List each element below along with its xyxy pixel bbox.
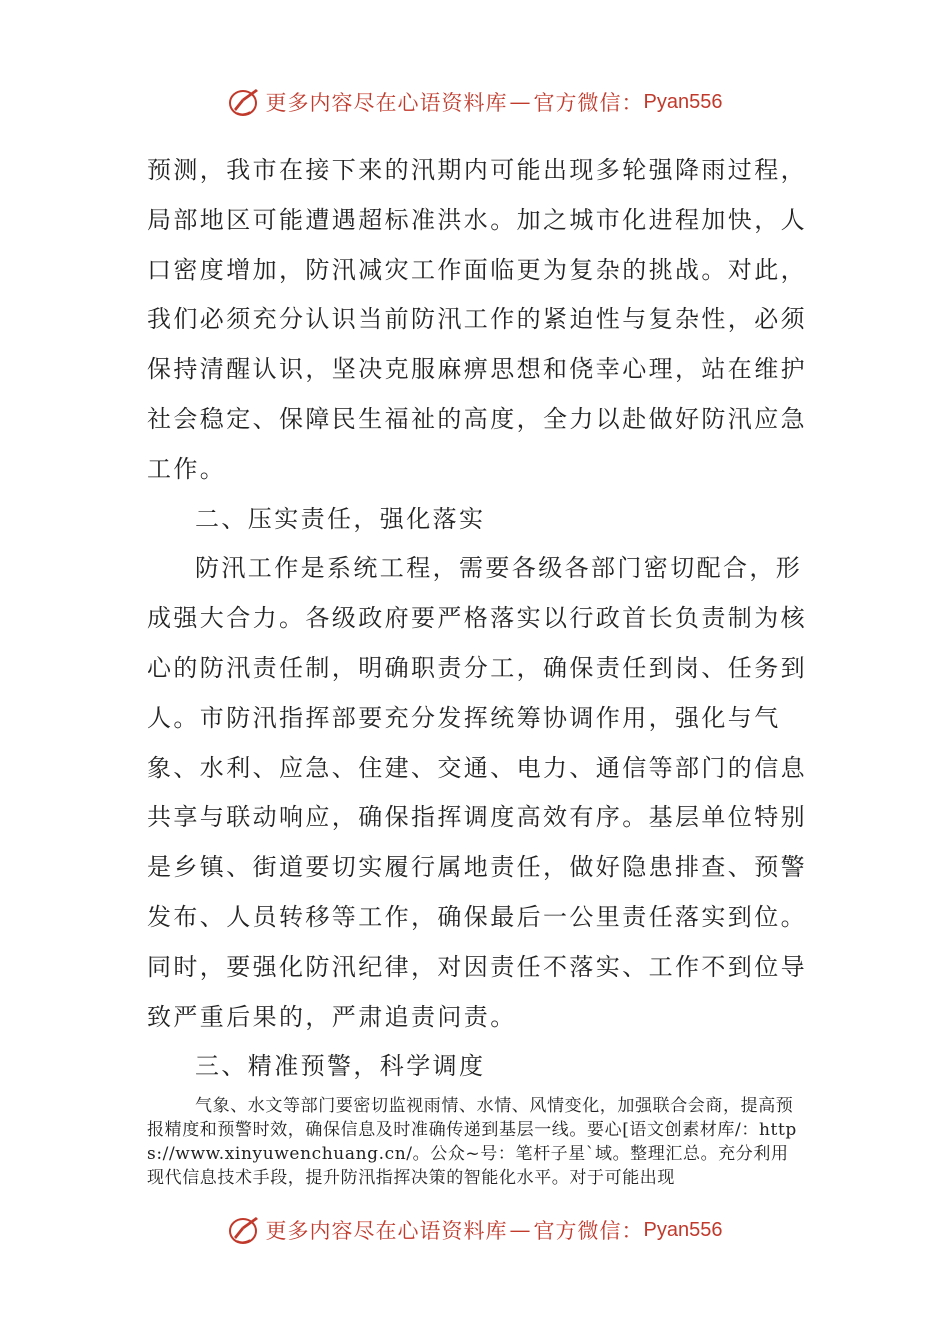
- section-heading-3: 三、精准预警，科学调度: [195, 1052, 486, 1081]
- banner-text: 更多内容尽在心语资料库: [265, 1219, 508, 1243]
- pen-book-logo-icon: [228, 85, 262, 119]
- header-banner: [0, 82, 950, 122]
- paragraph-3: 气象、水文等部门要密切监视雨情、水情、风情变化，加强联合会商，提高预报精度和预警时效，确保信息及时准确传递到基层一线。要心[语文创素材库/：https://www.xinyuwenchuang.cn/。公众~号：笔杆子星`域。整理汇总。充分利用现代信息技术手段，提升防汛指挥决策的智能化水平。对于可能出现: [147, 1096, 797, 1188]
- banner-separator: —: [509, 1218, 532, 1242]
- banner-text: 更多内容尽在心语资料库: [265, 91, 508, 115]
- banner-suffix: 官方微信：: [533, 91, 644, 115]
- banner-wechat-id: Pyan556: [643, 1218, 723, 1241]
- banner-suffix: 官方微信：: [533, 1219, 644, 1243]
- small-print-paragraph: [147, 1094, 802, 1190]
- banner-wechat-id: Pyan556: [643, 90, 723, 113]
- pen-book-logo-icon: [228, 1213, 262, 1247]
- section-heading-2: 二、压实责任，强化落实: [195, 504, 486, 533]
- document-body: [147, 146, 807, 1092]
- paragraph-1: 预测，我市在接下来的汛期内可能出现多轮强降雨过程，局部地区可能遭遇超标准洪水。加之城市化进程加快，人口密度增加，防汛减灾工作面临更为复杂的挑战。对此，我们必须充分认识当前防汛工作的紧迫性与复杂性，必须保持清醒认识，坚决克服麻痹思想和侥幸心理，站在维护社会稳定、保障民生福祉的高度，全力以赴做好防汛应急工作。: [147, 156, 807, 483]
- banner-separator: —: [509, 90, 532, 114]
- paragraph-2: 防汛工作是系统工程，需要各级各部门密切配合，形成强大合力。各级政府要严格落实以行政首长负责制为核心的防汛责任制，明确职责分工，确保责任到岗、任务到人。市防汛指挥部要充分发挥统筹协调作用，强化与气象、水利、应急、住建、交通、电力、通信等部门的信息共享与联动响应，确保指挥调度高效有序。基层单位特别是乡镇、街道要切实履行属地责任，做好隐患排查、预警发布、人员转移等工作，确保最后一公里责任落实到位。同时，要强化防汛纪律，对因责任不落实、工作不到位导致严重后果的，严肃追责问责。: [147, 554, 807, 1031]
- footer-banner: [0, 1210, 950, 1250]
